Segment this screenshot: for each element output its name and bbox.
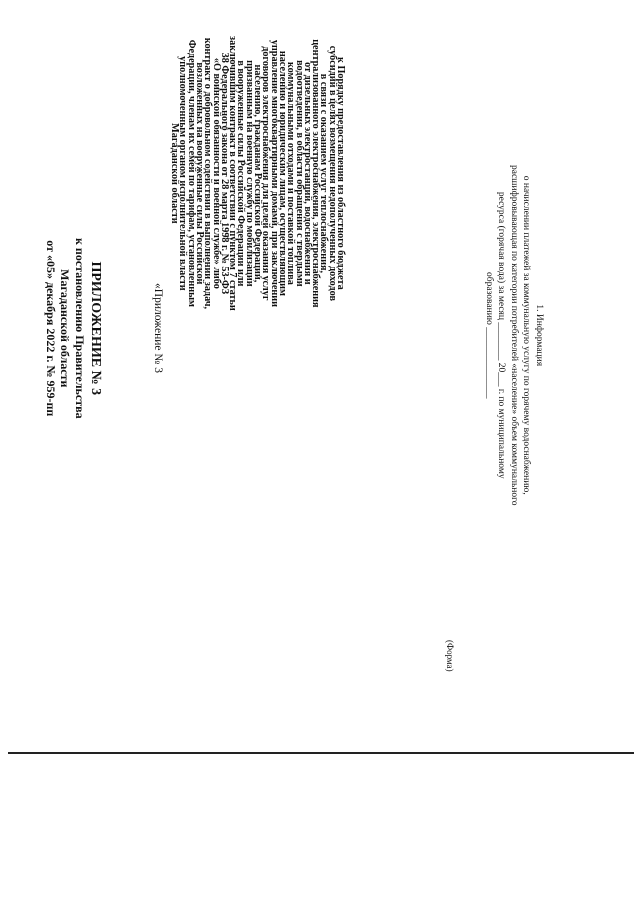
procedure-line: водоотведения, в области обращения с твердыми [293, 60, 305, 287]
info-block [483, 165, 546, 506]
procedure-line: коммунальными отходами и поставкой топлива [285, 61, 297, 285]
date-number-line: от «05» декабря 2022 г. № 959-пп [44, 240, 58, 417]
procedure-line: заключившим контракт в соответствии с пунктом 7 статьи [227, 36, 239, 311]
info-line: образованию _______________ [484, 272, 494, 399]
procedure-line: субсидий в целях возмещения недополученных доходов [326, 45, 338, 301]
procedure-line: к Порядку предоставления из областного бюджета [335, 57, 346, 290]
procedure-line: населению, гражданам Российской Федерации, [252, 64, 264, 283]
procedure-line: возложенных на вооруженные силы Российской [193, 62, 205, 285]
appendix-header [44, 238, 104, 419]
procedure-line: «О воинской обязанности и военной службе» либо [210, 57, 222, 289]
procedure-line: от дизельных электростанций, водоснабжения и [301, 62, 313, 285]
procedure-line: централизованного электроснабжения, электроснабжения [310, 39, 322, 308]
info-line: о начислении платежей за коммунальную услугу по горячему водоснабжению, [521, 175, 532, 495]
procedure-line: 38 Федерального закона от 28 марта 1998 г. № 53-ФЗ [218, 52, 230, 295]
procedure-line: управление многоквартирными домами, при заключении [268, 39, 280, 307]
procedure-line: населению и юридическим лицам, осуществляющим [276, 50, 288, 296]
horizontal-rule [8, 752, 634, 754]
appendix-title: ПРИЛОЖЕНИЕ № 3 [88, 261, 103, 396]
procedure-line: договоров электроснабжения для целей оказания услуг [260, 46, 272, 301]
procedure-line: Федерации, членам их семей по тарифам, установленным [185, 39, 197, 307]
procedure-line: уполномоченным органом исполнительной власти [177, 56, 189, 291]
procedure-block [170, 36, 344, 311]
region-line: Магаданской области [58, 269, 73, 388]
procedure-line: контракт о добровольном содействии в выполнении задач, [202, 37, 214, 310]
info-line: 1. Информация [534, 304, 544, 367]
procedure-line: в связи с оказанием услуг теплоснабжения, [318, 73, 330, 274]
form-label: (Форма) [445, 640, 455, 672]
info-line: расшифровывающая по категории потребителей «население» объем коммунального [509, 165, 519, 506]
procedure-line: в вооруженные силы Российской Федерации или [235, 60, 247, 287]
quote-appendix: «Приложение № 3 [152, 283, 164, 373]
info-line: ресурса (горячая вода) за месяц ________ 20___ г. по муниципальному [496, 191, 507, 479]
resolution-line: к постановлению Правительства [73, 238, 87, 419]
procedure-line: Магаданской области [169, 123, 181, 224]
procedure-line: призванным на военную службу по мобилизации [243, 60, 255, 287]
